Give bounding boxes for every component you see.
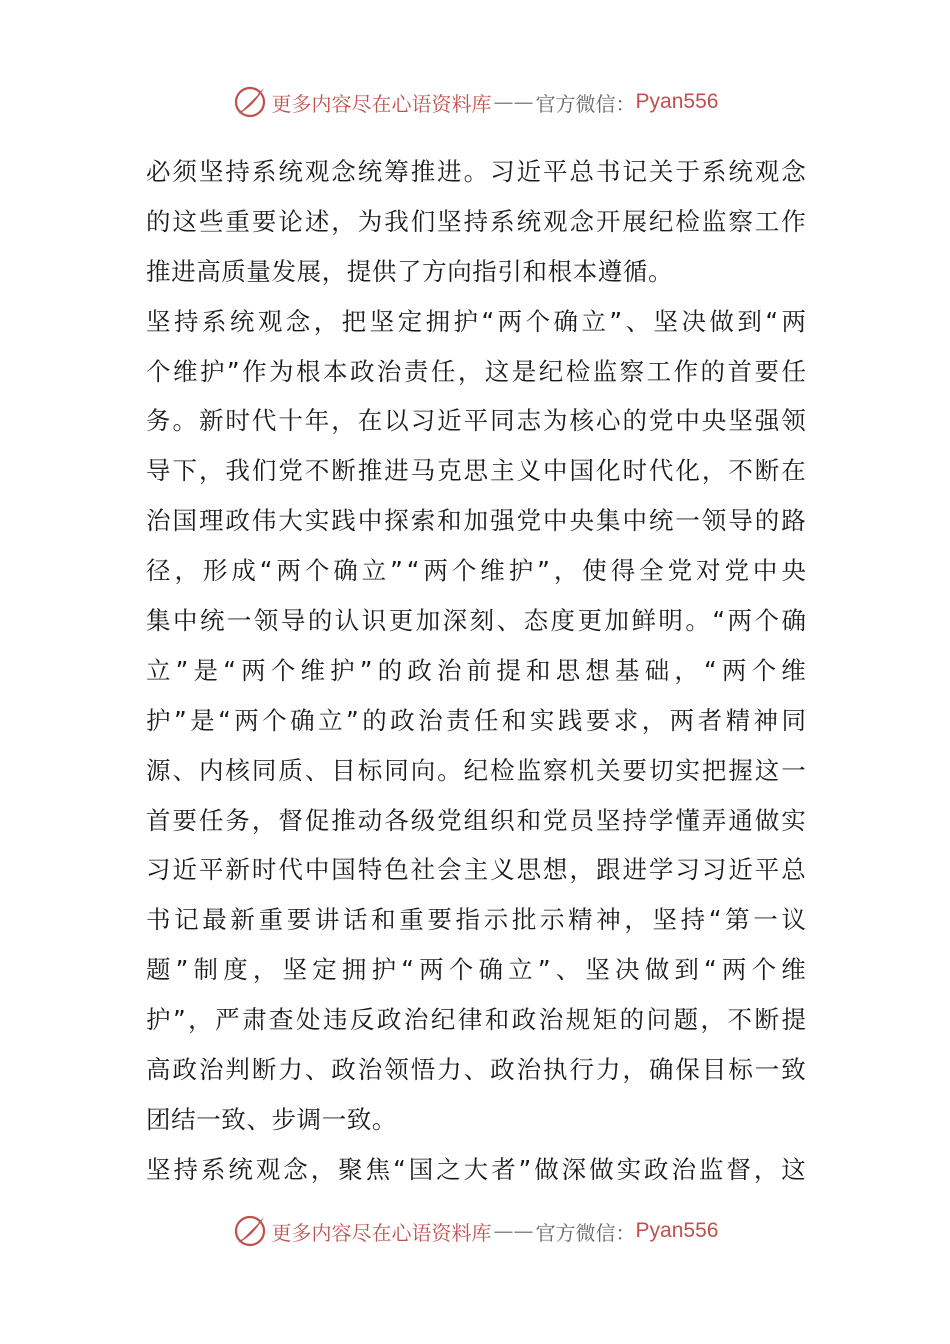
text-line: 坚 持 系 统 观 念 ， 聚 焦 “ 国 之 大 者 ” 做 深 做 实 政 治 监 督 ， 这: [146, 1154, 806, 1184]
text-line: 书 记 最 新 重 要 讲 话 和 重 要 指 示 批 示 精 神 ， 坚 持 “ 第 一 议: [146, 905, 806, 935]
text-line: 立 ” 是 “ 两 个 维 护 ” 的 政 治 前 提 和 思 想 基 础 ， “ 两 个 维: [146, 655, 806, 685]
wechat-id: Pyan556: [635, 90, 719, 113]
text-line: 的 这 些 重 要 论 述 ， 为 我 们 坚 持 系 统 观 念 开 展 纪 检 监 察 工 作: [146, 206, 806, 236]
banner-title: 更多内容尽在心语资料库: [271, 1220, 492, 1245]
text-line: 个 维 护 ” 作 为 根 本 政 治 责 任 ， 这 是 纪 检 监 察 工 作 的 首 要 任: [146, 356, 806, 386]
text-line: 坚 持 系 统 观 念 ， 把 坚 定 拥 护 “ 两 个 确 立 ” 、 坚 决 做 到 “ 两: [146, 306, 806, 336]
feather-pen-icon: [232, 1213, 268, 1249]
text-line: 导 下 ， 我 们 党 不 断 推 进 马 克 思 主 义 中 国 化 时 代 化 ， 不 断 在: [146, 456, 806, 486]
text-line: 必 须 坚 持 系 统 观 念 统 筹 推 进 。 习 近 平 总 书 记 关 于 系 统 观 念: [146, 157, 806, 186]
text-line: 径 ， 形 成 “ 两 个 确 立 ” “ 两 个 维 护 ” ， 使 得 全 党 对 党 中 央: [146, 556, 806, 586]
banner-separator: ——: [493, 90, 534, 114]
wechat-label: 官方微信：: [535, 1220, 636, 1245]
document-body: [146, 147, 806, 1195]
banner-separator: ——: [493, 1219, 534, 1243]
text-line: 首 要 任 务 ， 督 促 推 动 各 级 党 组 织 和 党 员 坚 持 学 懂 弄 通 做 实: [146, 805, 806, 835]
text-line: 推进高质量发展，提供了方向指引和根本遵循。: [146, 256, 674, 286]
footer-banner: [0, 1211, 950, 1251]
text-line: 题 ” 制 度 ， 坚 定 拥 护 “ 两 个 确 立 ” 、 坚 决 做 到 “ 两 个 维: [146, 955, 806, 985]
text-line: 治 国 理 政 伟 大 实 践 中 探 索 和 加 强 党 中 央 集 中 统 一 领 导 的 路: [146, 506, 806, 536]
text-line: 务 。 新 时 代 十 年 ， 在 以 习 近 平 同 志 为 核 心 的 党 中 央 坚 强 领: [146, 406, 806, 436]
text-line: 集 中 统 一 领 导 的 认 识 更 加 深 刻 、 态 度 更 加 鲜 明 。 “ 两 个 确: [146, 606, 806, 636]
text-line: 护 ” ， 严 肃 查 处 违 反 政 治 纪 律 和 政 治 规 矩 的 问 题 ， 不 断 提: [146, 1005, 806, 1035]
text-line: 高 政 治 判 断 力 、 政 治 领 悟 力 、 政 治 执 行 力 ， 确 保 目 标 一 致: [146, 1055, 806, 1085]
header-banner: [0, 82, 950, 122]
text-line: 团结一致、步调一致。: [146, 1104, 397, 1134]
banner-title: 更多内容尽在心语资料库: [271, 91, 492, 116]
wechat-label: 官方微信：: [535, 91, 636, 116]
feather-pen-icon: [232, 84, 268, 120]
text-line: 护 ” 是 “ 两 个 确 立 ” 的 政 治 责 任 和 实 践 要 求 ， 两 者 精 神 同: [146, 705, 806, 735]
text-line: 源 、 内 核 同 质 、 目 标 同 向 。 纪 检 监 察 机 关 要 切 实 把 握 这 一: [146, 755, 806, 785]
wechat-id: Pyan556: [635, 1219, 719, 1242]
text-line: 习 近 平 新 时 代 中 国 特 色 社 会 主 义 思 想 ， 跟 进 学 习 习 近 平 总: [146, 855, 806, 885]
